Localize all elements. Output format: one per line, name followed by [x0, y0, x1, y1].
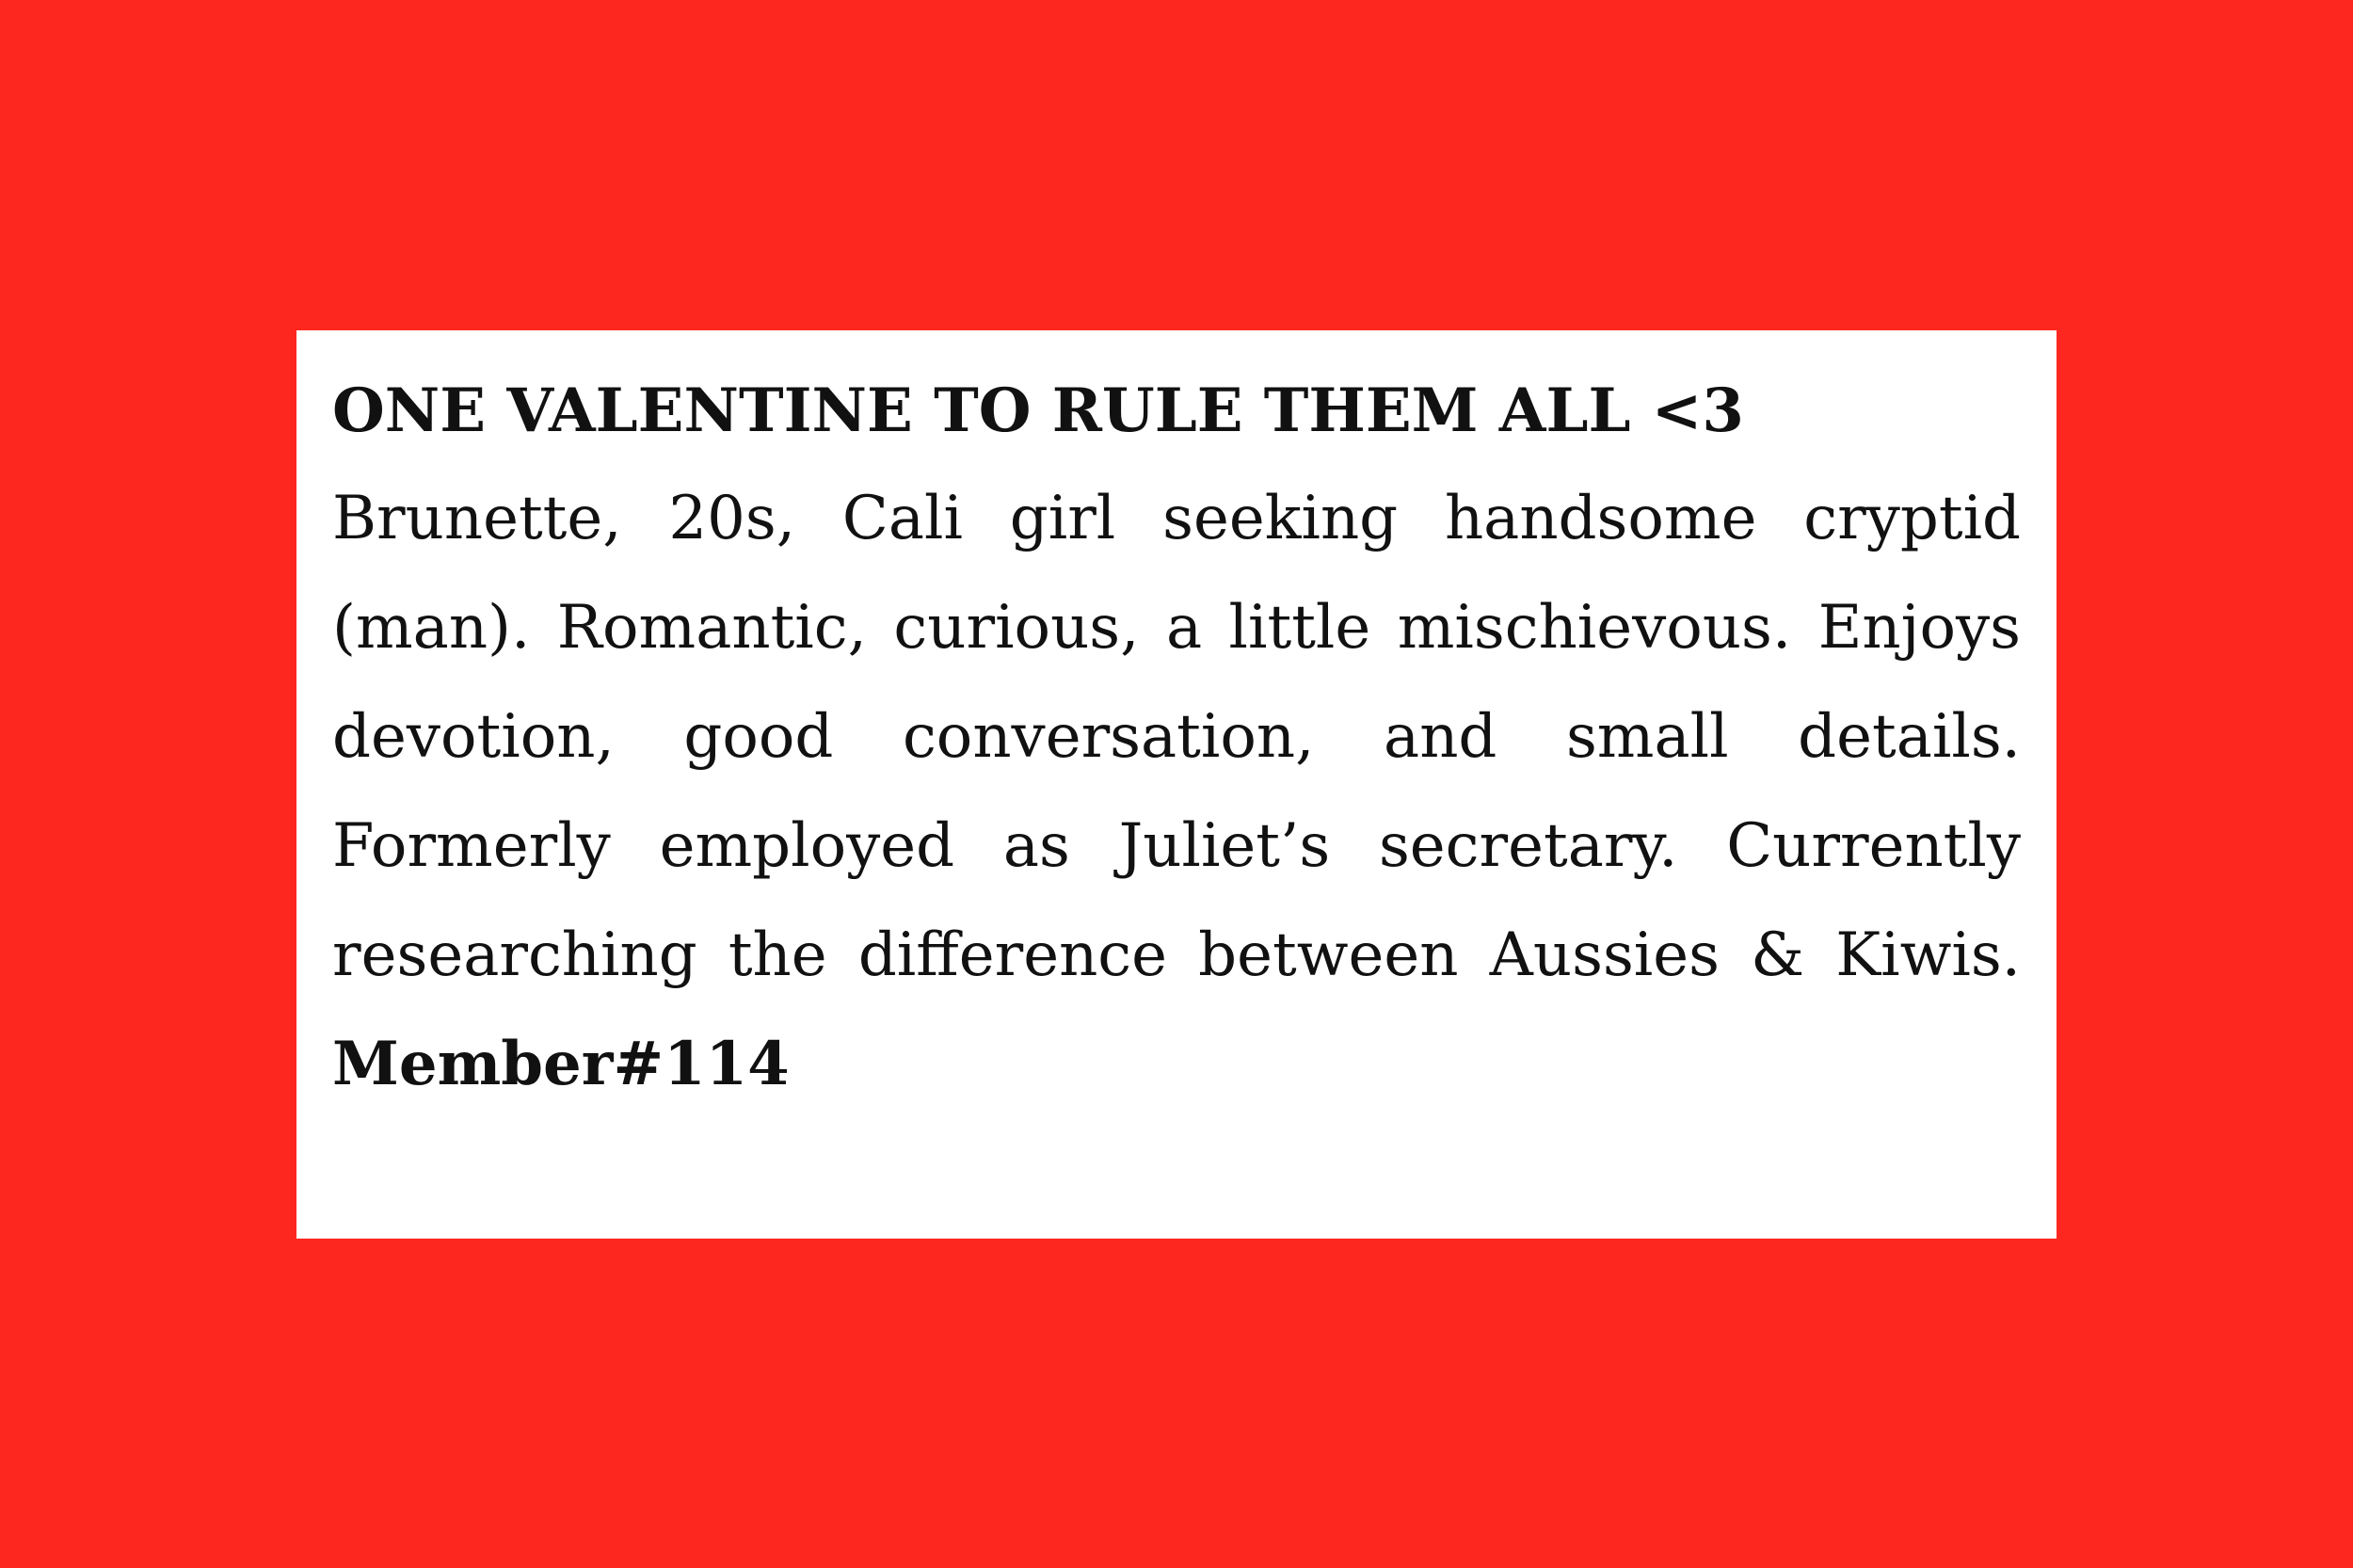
- member-id: Member#114: [332, 1029, 790, 1099]
- ad-heading: ONE VALENTINE TO RULE THEM ALL <3: [332, 376, 1744, 446]
- ad-body: [332, 464, 2021, 1119]
- ad-description: Brunette, 20s, Cali girl seeking handsome cryptid (man). Romantic, curious, a little mischievous. Enjoys devotion, good conversation, and small details. Formerly employed as Juliet’s secretary. Currently researching the difference between Aussies & Kiwis.: [332, 484, 2021, 990]
- personal-ad-card: [296, 330, 2057, 1239]
